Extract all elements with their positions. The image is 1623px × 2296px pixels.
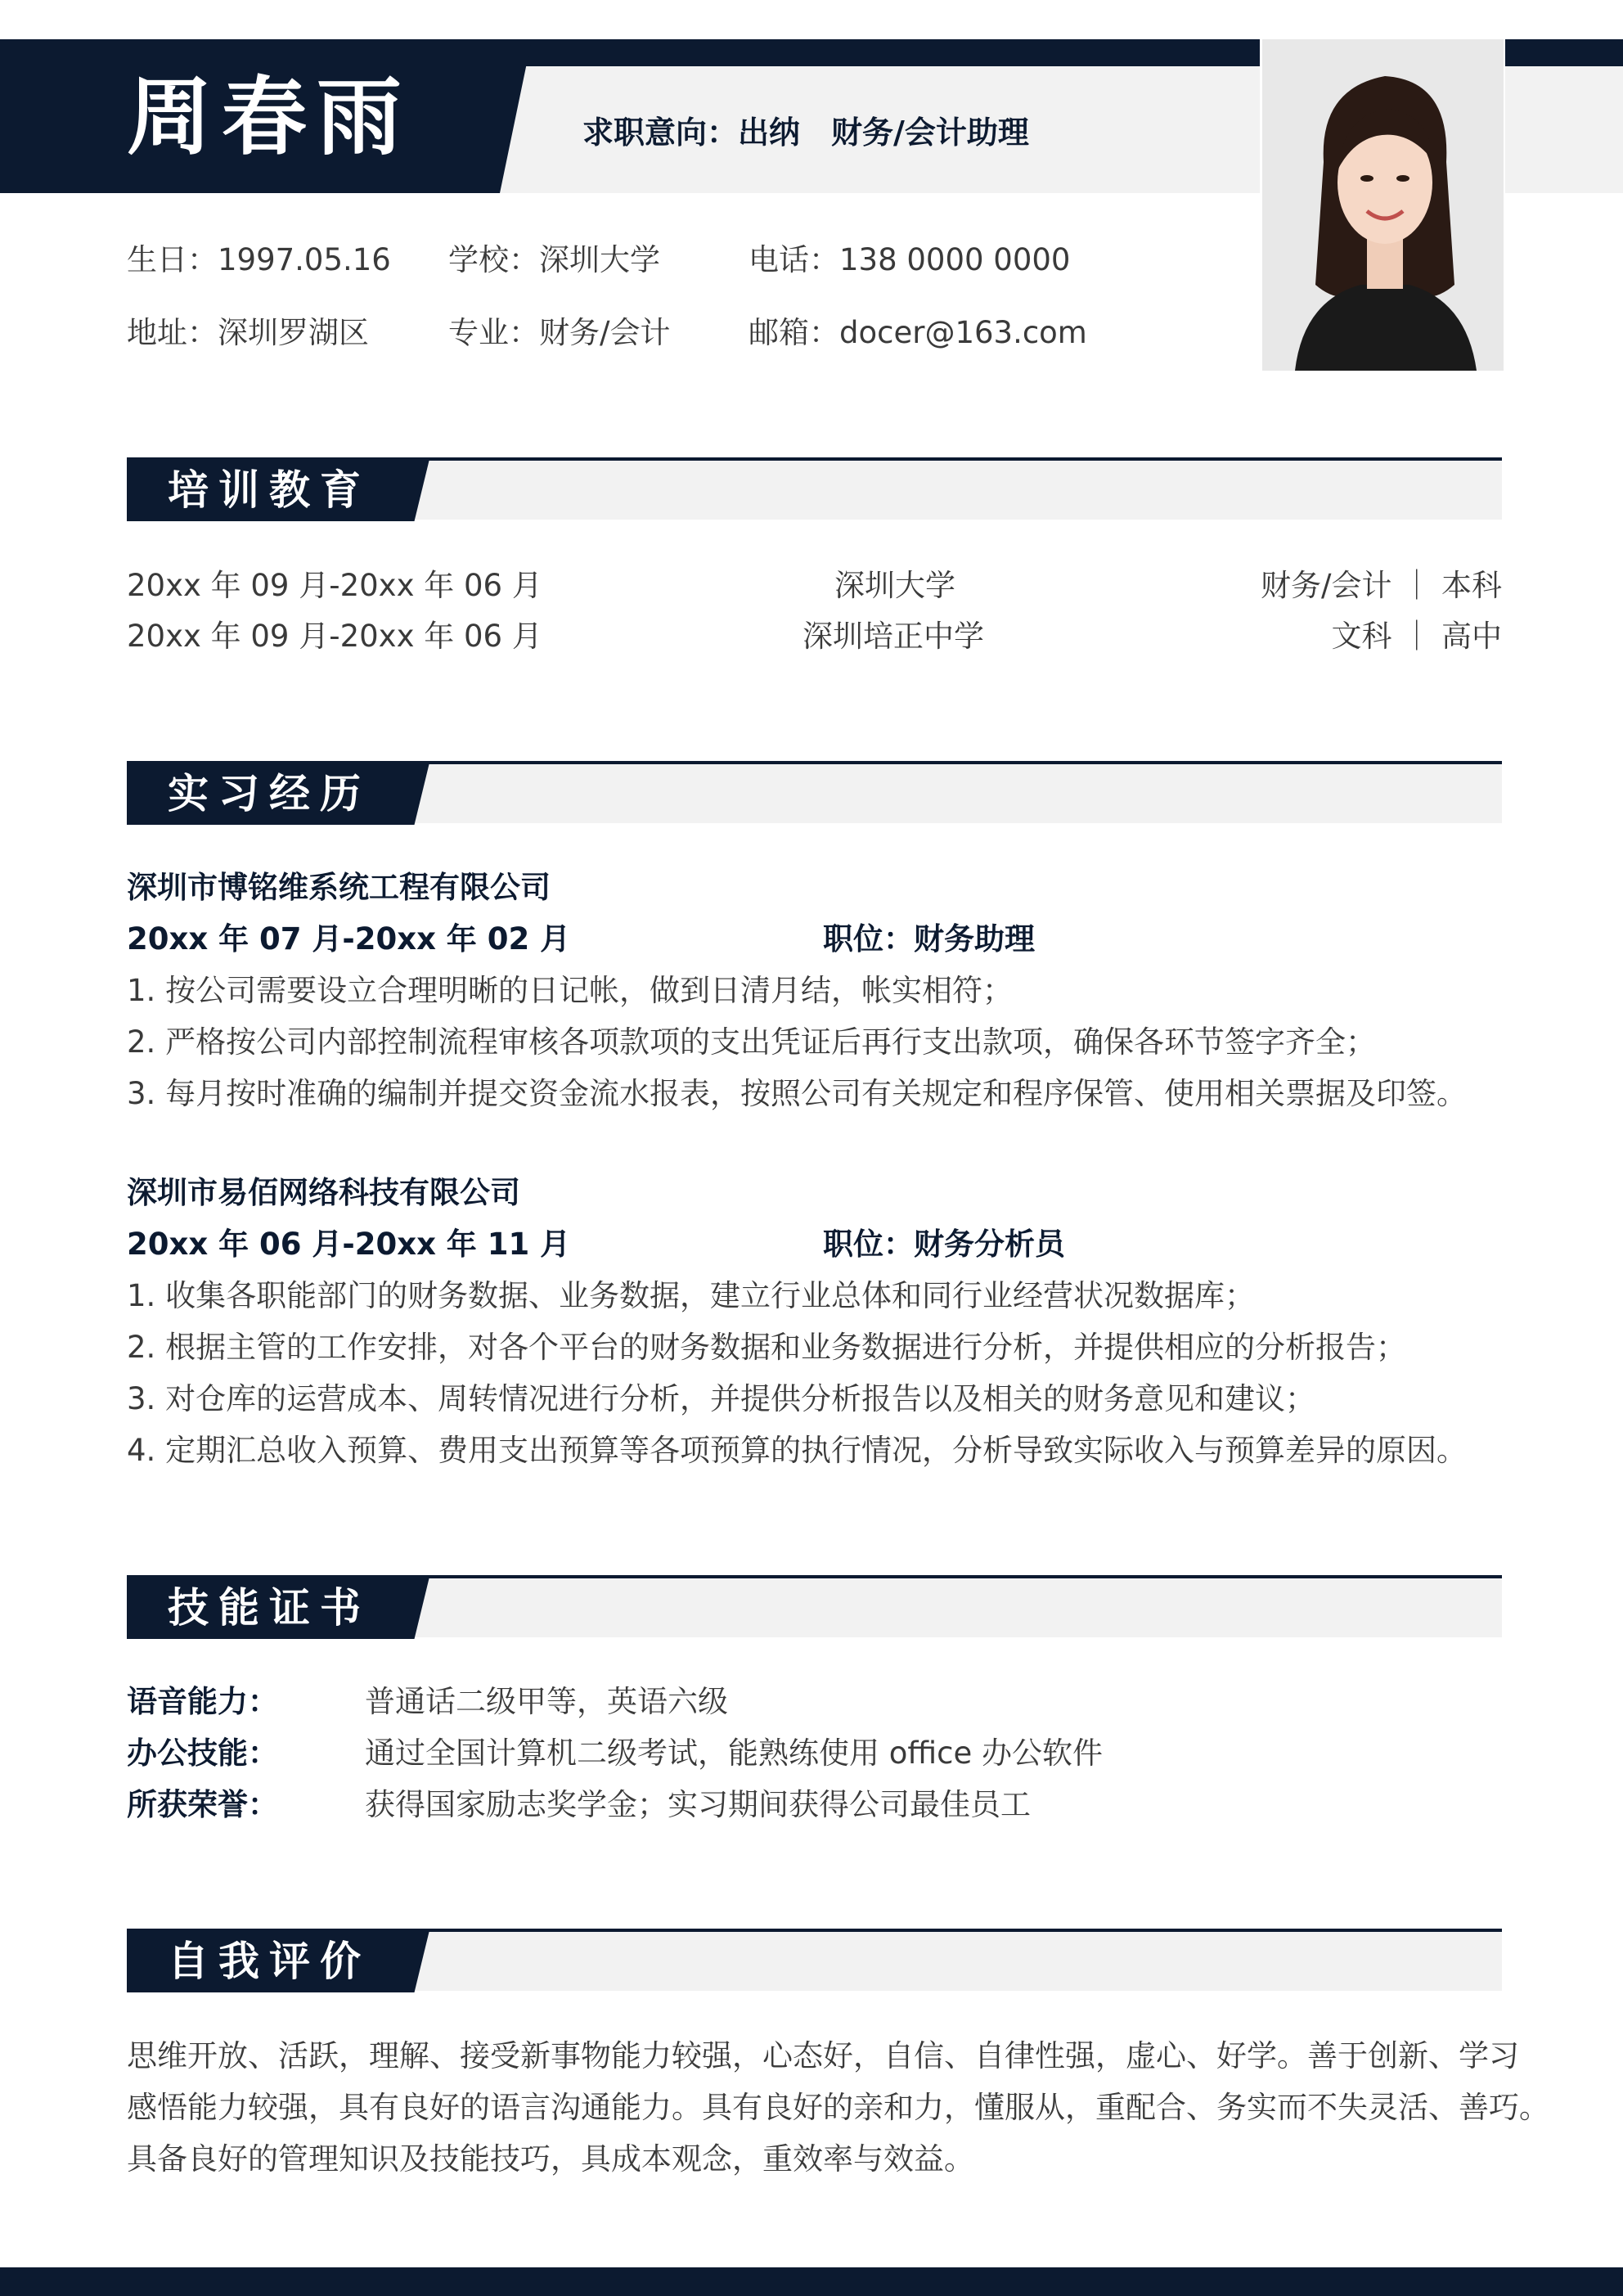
job-2-period: 20xx 年 06 月-20xx 年 11 月 [127,1227,571,1262]
skill-label-3: 所获荣誉： [127,1787,278,1822]
self-eval-line-2: 感悟能力较强，具有良好的语言沟通能力。具有良好的亲和力，懂服从，重配合、务实而不失灵活、善巧。 [127,2090,1549,2125]
school: 学校：深圳大学 [448,242,660,277]
edu-school-2: 深圳培正中学 [803,619,984,654]
section-self-eval-title: 自我评价 [168,1938,371,1985]
job-2-duty-4: 4. 定期汇总收入预算、费用支出预算等各项预算的执行情况，分析导致实际收入与预算差异的原因。 [127,1433,1468,1468]
section-internship-title: 实习经历 [168,770,371,817]
job-1-duty-2: 2. 严格按公司内部控制流程审核各项款项的支出凭证后再行支出款项，确保各环节签字齐全； [127,1024,1377,1060]
job-1-duty-3: 3. 每月按时准确的编制并提交资金流水报表，按照公司有关规定和程序保管、使用相关票据及印签。 [127,1076,1468,1111]
edu-degree-2: 文科 ｜ 高中 [1331,619,1502,654]
self-eval-line-3: 具备良好的管理知识及技能技巧，具成本观念，重效率与效益。 [127,2141,974,2177]
skill-label-1: 语音能力： [127,1684,278,1719]
job-1-company: 深圳市博铭维系统工程有限公司 [127,870,551,905]
address: 地址：深圳罗湖区 [127,315,369,350]
job-1-duty-1: 1. 按公司需要设立合理明晰的日记帐，做到日清月结，帐实相符； [127,973,1014,1008]
header-gray-band-right [1505,66,1623,193]
portrait-icon [1262,39,1504,371]
skill-value-3: 获得国家励志奖学金；实习期间获得公司最佳员工 [365,1787,1031,1822]
edu-degree-1: 财务/会计 ｜ 本科 [1261,568,1502,603]
job-2-position: 职位：财务分析员 [823,1227,1065,1262]
header-top-bar-right [1505,39,1623,66]
job-1-period: 20xx 年 07 月-20xx 年 02 月 [127,921,571,957]
job-intent: 求职意向：出纳 财务/会计助理 [582,115,1029,151]
job-2-duty-1: 1. 收集各职能部门的财务数据、业务数据，建立行业总体和同行业经营状况数据库； [127,1278,1256,1313]
edu-period-1: 20xx 年 09 月-20xx 年 06 月 [127,568,542,603]
major: 专业：财务/会计 [448,315,671,350]
skill-label-2: 办公技能： [127,1736,278,1771]
footer-bar [0,2267,1623,2296]
section-skills-title: 技能证书 [168,1584,371,1632]
skill-value-1: 普通话二级甲等，英语六级 [365,1684,728,1719]
job-2-duty-2: 2. 根据主管的工作安排，对各个平台的财务数据和业务数据进行分析，并提供相应的分析报告； [127,1330,1407,1365]
self-eval-line-1: 思维开放、活跃，理解、接受新事物能力较强，心态好，自信、自律性强，虚心、好学。善于创新、学习 [127,2038,1519,2073]
profile-photo [1262,39,1504,371]
birthday: 生日：1997.05.16 [127,242,391,277]
phone: 电话：138 0000 0000 [749,242,1071,277]
candidate-name: 周春雨 [127,67,412,167]
section-education-title: 培训教育 [168,466,371,514]
email: 邮箱：docer@163.com [749,315,1087,350]
skill-value-2: 通过全国计算机二级考试，能熟练使用 office 办公软件 [365,1736,1104,1771]
edu-school-1: 深圳大学 [834,568,955,603]
job-1-position: 职位：财务助理 [823,921,1035,957]
job-2-company: 深圳市易佰网络科技有限公司 [127,1175,520,1210]
job-2-duty-3: 3. 对仓库的运营成本、周转情况进行分析，并提供分析报告以及相关的财务意见和建议； [127,1381,1316,1416]
edu-period-2: 20xx 年 09 月-20xx 年 06 月 [127,619,542,654]
